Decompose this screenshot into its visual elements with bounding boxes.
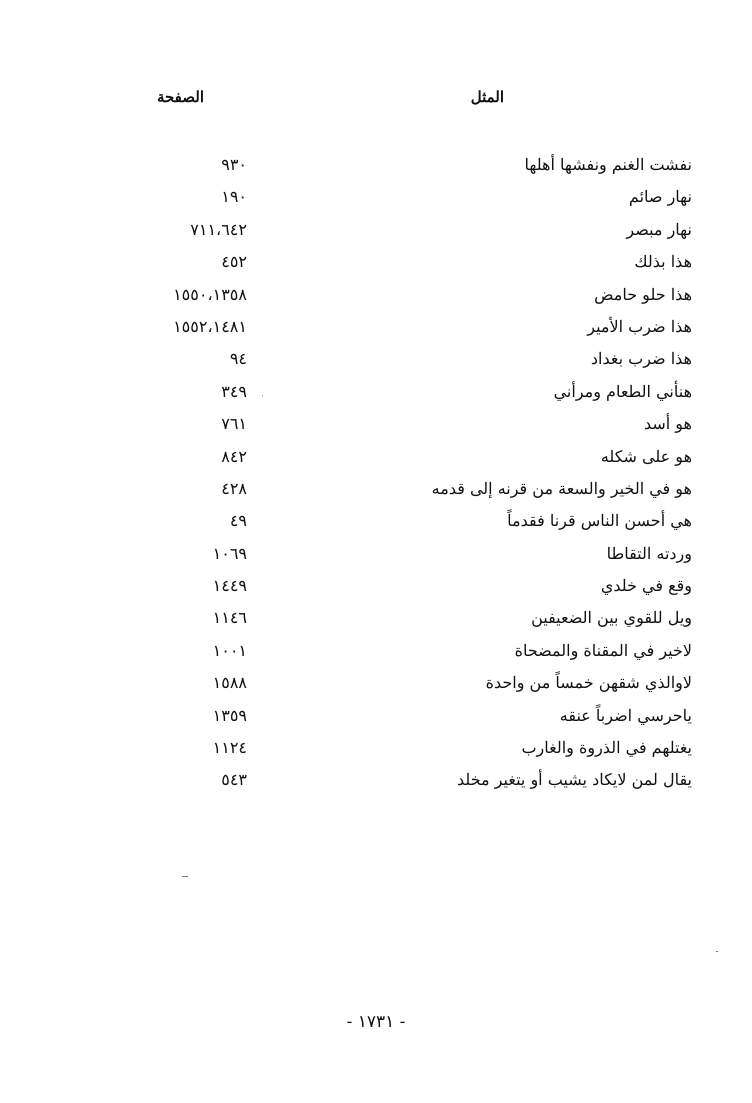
page-reference: ٤٢٨ — [221, 478, 247, 498]
scan-speck — [716, 951, 718, 952]
index-row — [0, 705, 752, 737]
index-row — [0, 413, 752, 445]
proverb-text: ويل للقوي بين الضعيفين — [531, 608, 692, 628]
proverb-text: وقع في خلدي — [600, 576, 692, 596]
page-column-header: الصفحة — [156, 88, 204, 106]
scan-speck — [182, 876, 188, 877]
page-reference: ٤٩ — [229, 511, 247, 531]
page-reference: ٧١١،٦٤٢ — [190, 219, 247, 239]
index-row — [0, 737, 752, 769]
page-number-footer: - ١٧٣١ - — [346, 1012, 406, 1032]
page-reference: ١٠٠١ — [212, 640, 247, 660]
page-reference: ٤٥٢ — [221, 252, 247, 272]
proverb-text: وردته التقاطا — [606, 543, 692, 563]
page-reference: ١٥٥٠،١٣٥٨ — [173, 284, 247, 304]
proverb-text: هذا ضرب بغداد — [590, 349, 692, 369]
index-row — [0, 251, 752, 283]
index-row — [0, 640, 752, 672]
proverb-text: هو في الخير والسعة من قرنه إلى قدمه — [431, 478, 692, 498]
index-row — [0, 575, 752, 607]
index-row — [0, 510, 752, 542]
index-row — [0, 316, 752, 348]
index-row — [0, 186, 752, 218]
page-reference: ٩٣٠ — [221, 155, 247, 174]
index-row — [0, 672, 752, 704]
proverb-text: يقال لمن لايكاد يشيب أو يتغير مخلد — [457, 770, 692, 790]
index-row — [0, 154, 752, 186]
page-reference: ١٩٠ — [221, 187, 247, 207]
page-reference: ١٥٨٨ — [212, 673, 247, 693]
proverb-text: ياحرسي اضرباً عنقه — [559, 705, 692, 725]
page-reference: ١١٢٤ — [212, 738, 247, 758]
proverb-text: يغتلهم في الذروة والغارب — [521, 738, 692, 758]
proverb-index-list — [0, 154, 752, 802]
page-reference: ٩٤ — [229, 349, 247, 369]
page-reference: ١٥٥٢،١٤٨١ — [173, 316, 247, 336]
page-reference: ١٣٥٩ — [212, 705, 247, 725]
scan-speck — [262, 395, 263, 396]
index-row — [0, 348, 752, 380]
proverb-text: لاخير في المقناة والمضحاة — [514, 640, 692, 660]
proverb-text: هذا بذلك — [634, 252, 692, 272]
proverb-text: هو أسد — [643, 414, 692, 434]
index-row — [0, 446, 752, 478]
proverb-text: نهار صائم — [628, 187, 692, 207]
index-row — [0, 607, 752, 639]
proverb-text: هذا حلو حامض — [594, 284, 692, 304]
index-row — [0, 543, 752, 575]
page-reference: ١٤٤٩ — [212, 576, 247, 596]
page-reference: ٣٤٩ — [221, 381, 247, 401]
index-row — [0, 769, 752, 801]
proverb-text: هذا ضرب الأمير — [587, 316, 692, 336]
proverb-text: هي أحسن الناس قرنا فقدماً — [507, 511, 692, 531]
page-reference: ١١٤٦ — [212, 608, 247, 628]
proverb-text: نهار مبصر — [626, 219, 692, 239]
page-reference: ٨٤٢ — [221, 446, 247, 466]
page-reference: ٧٦١ — [221, 414, 247, 434]
index-row — [0, 381, 752, 413]
index-row — [0, 284, 752, 316]
page-reference: ٥٤٣ — [221, 770, 247, 790]
proverb-text: نفشت الغنم ونفشها أهلها — [524, 155, 692, 174]
page-reference: ١٠٦٩ — [212, 543, 247, 563]
proverb-text: هو على شكله — [600, 446, 692, 466]
index-row — [0, 219, 752, 251]
index-row — [0, 478, 752, 510]
proverb-text: لاوالذي شقهن خمساً من واحدة — [485, 673, 692, 693]
proverb-text: هنأني الطعام ومرأني — [553, 381, 692, 401]
proverb-column-header: المثل — [470, 88, 504, 106]
